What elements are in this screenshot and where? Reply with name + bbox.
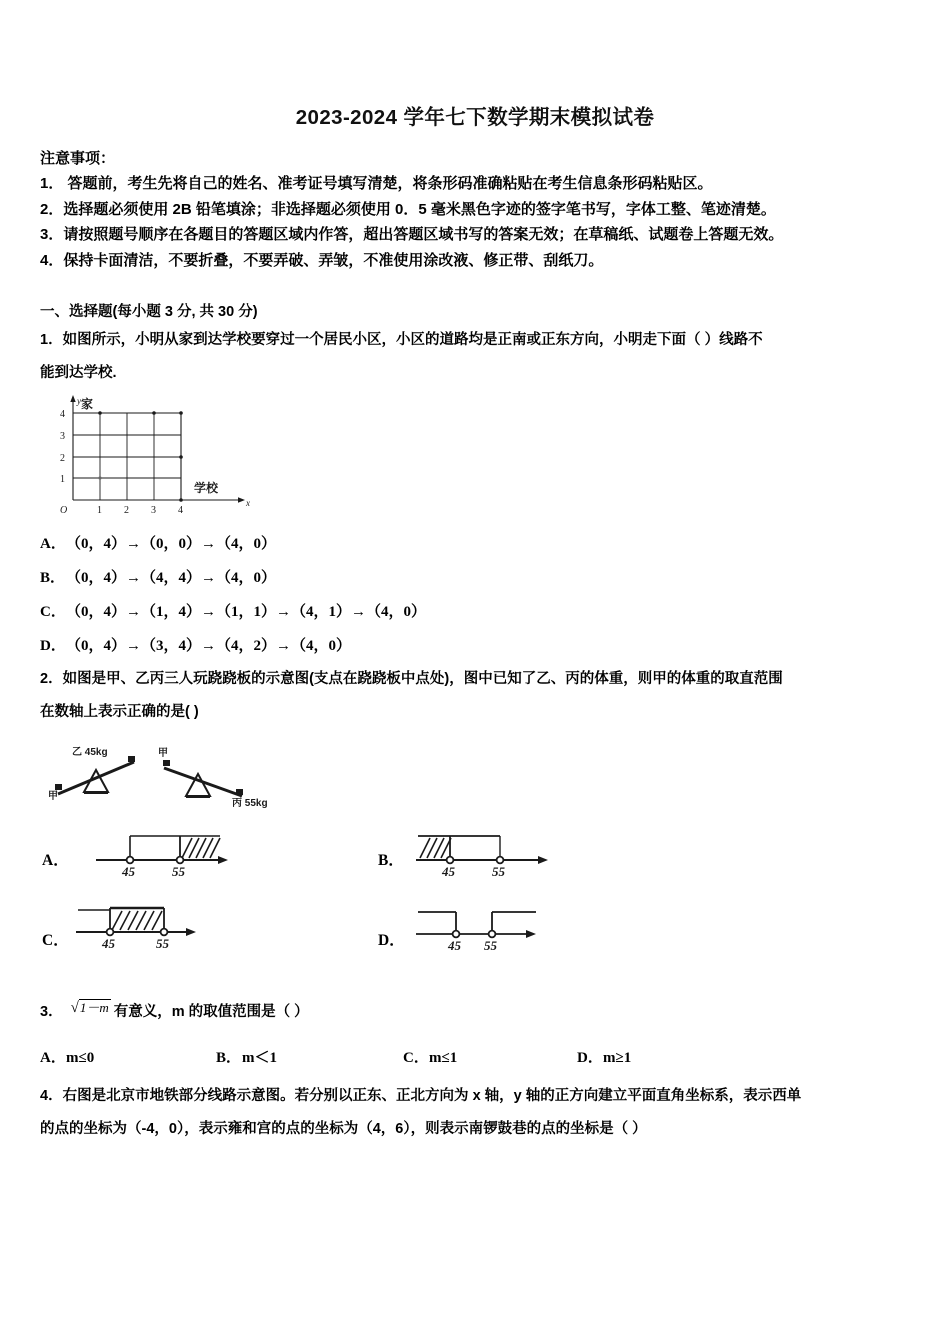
- option-c-text: m≤1: [429, 1050, 458, 1066]
- radicand: 1－m: [79, 1000, 109, 1015]
- svg-text:y: y: [77, 396, 81, 406]
- question-2-option-a-label[interactable]: A．: [42, 852, 69, 869]
- option-d-text: （0，4）→（3，4）→（4，2）→（4，0）: [66, 638, 352, 654]
- svg-text:3: 3: [151, 505, 156, 516]
- question-1-line-2: 能到达学校.: [40, 365, 117, 381]
- question-4-text: [40, 1080, 920, 1146]
- question-3-text: [40, 997, 309, 1021]
- option-a-text: m≤0: [66, 1050, 95, 1066]
- svg-text:学校: 学校: [194, 481, 219, 495]
- svg-text:55: 55: [156, 936, 169, 951]
- question-2-option-c-label[interactable]: C．: [42, 932, 69, 949]
- question-3-option-c[interactable]: [403, 1046, 457, 1067]
- notice-item-4: 4．保持卡面清洁，不要折叠，不要弄破、弄皱，不准使用涂改液、修正带、刮纸刀。: [40, 251, 604, 269]
- option-b-label: B．: [216, 1050, 242, 1066]
- radical-sign: √: [70, 1000, 79, 1016]
- question-1-text: [40, 324, 920, 390]
- question-1-option-d[interactable]: [40, 634, 351, 655]
- option-d-text: m≥1: [603, 1050, 632, 1066]
- svg-text:乙 45kg: 乙 45kg: [72, 747, 108, 758]
- svg-text:2: 2: [124, 505, 129, 516]
- option-a-label: A．: [40, 1050, 66, 1066]
- option-d-label: D．: [577, 1050, 603, 1066]
- svg-text:55: 55: [172, 864, 185, 879]
- svg-text:45: 45: [442, 864, 455, 879]
- option-c-text: （0，4）→（1，4）→（1，1）→（4，1）→（4，0）: [66, 604, 427, 620]
- question-4-line-1: 4．右图是北京市地铁部分线路示意图。若分别以正东、正北方向为 x 轴，y 轴的正方向建立平面直角坐标系，表示西单: [40, 1088, 802, 1104]
- svg-text:甲: 甲: [158, 748, 168, 759]
- page-title: 2023-2024 学年七下数学期末模拟试卷: [295, 106, 655, 129]
- option-c-label: C．: [40, 604, 66, 620]
- question-2-numberline-c[interactable]: [72, 898, 272, 954]
- svg-text:4: 4: [60, 409, 65, 420]
- svg-text:O: O: [60, 505, 68, 516]
- square-root-expression: [71, 997, 111, 1017]
- option-a-label: A．: [40, 536, 66, 552]
- svg-text:1: 1: [60, 474, 65, 485]
- section-heading: 一、选择题(每小题 3 分, 共 30 分): [40, 304, 258, 320]
- question-1-figure: [46, 392, 261, 517]
- notice-item-3: 3．请按照题号顺序在各题目的答题区域内作答，超出答题区域书写的答案无效；在草稿纸、试题卷上答题无效。: [40, 226, 784, 243]
- svg-text:甲: 甲: [48, 791, 58, 802]
- svg-text:45: 45: [122, 864, 135, 879]
- question-2-numberline-b[interactable]: [412, 826, 612, 882]
- option-b-text: m＜1: [242, 1050, 277, 1066]
- question-3-number: 3．: [40, 1004, 63, 1020]
- notice-item-1: 1． 答题前，考生先将自己的姓名、准考证号填写清楚，将条形码准确粘贴在考生信息条形码粘贴区。: [40, 175, 713, 192]
- svg-text:丙 55kg: 丙 55kg: [232, 798, 268, 809]
- question-3-option-a[interactable]: [40, 1046, 94, 1067]
- option-c-label: C．: [403, 1050, 429, 1066]
- notice-item-2: 2．选择题必须使用 2B 铅笔填涂；非选择题必须使用 0．5 毫米黑色字迹的签字笔书写，字体工整、笔迹清楚。: [40, 200, 776, 218]
- option-d-label: D．: [40, 638, 66, 654]
- svg-text:55: 55: [484, 938, 497, 953]
- question-3-option-d[interactable]: [577, 1046, 631, 1067]
- svg-text:45: 45: [448, 938, 461, 953]
- question-2-numberline-a[interactable]: [92, 826, 292, 882]
- question-2-line-1: 2．如图是甲、乙丙三人玩跷跷板的示意图(支点在跷跷板中点处)，图中已知了乙、丙的体重，则甲的体重的取直范围: [40, 671, 783, 687]
- question-2-option-b-label[interactable]: B．: [378, 852, 404, 869]
- question-1-option-b[interactable]: [40, 566, 276, 587]
- svg-text:4: 4: [178, 505, 183, 516]
- option-b-label: B．: [40, 570, 66, 586]
- question-4-line-2: 的点的坐标为（-4，0），表示雍和宫的点的坐标为（4，6），则表示南锣鼓巷的点的坐标是（ ）: [40, 1121, 647, 1137]
- option-b-text: （0，4）→（4，4）→（4，0）: [66, 570, 277, 586]
- question-3-suffix: 有意义，m 的取值范围是（ ）: [113, 1004, 309, 1020]
- svg-text:x: x: [246, 498, 250, 508]
- question-2-text: [40, 663, 920, 729]
- notice-block: [40, 146, 920, 273]
- question-1-line-1: 1．如图所示，小明从家到达学校要穿过一个居民小区，小区的道路均是正南或正东方向，小明走下面（ ）线路不: [40, 332, 763, 348]
- question-2-line-2: 在数轴上表示正确的是( ): [40, 704, 199, 720]
- question-3-option-b[interactable]: [216, 1046, 277, 1067]
- svg-text:1: 1: [97, 505, 102, 516]
- svg-text:2: 2: [60, 453, 65, 464]
- svg-text:家: 家: [81, 397, 94, 411]
- svg-text:3: 3: [60, 431, 65, 442]
- question-1-option-c[interactable]: [40, 600, 426, 621]
- option-a-text: （0，4）→（0，0）→（4，0）: [66, 536, 277, 552]
- svg-text:55: 55: [492, 864, 505, 879]
- notice-heading: 注意事项：: [40, 150, 116, 167]
- question-2-figure: [46, 744, 286, 820]
- question-2-option-d-label[interactable]: D．: [378, 932, 405, 949]
- svg-text:45: 45: [102, 936, 115, 951]
- question-1-option-a[interactable]: [40, 532, 276, 553]
- question-2-numberline-d[interactable]: [412, 900, 612, 956]
